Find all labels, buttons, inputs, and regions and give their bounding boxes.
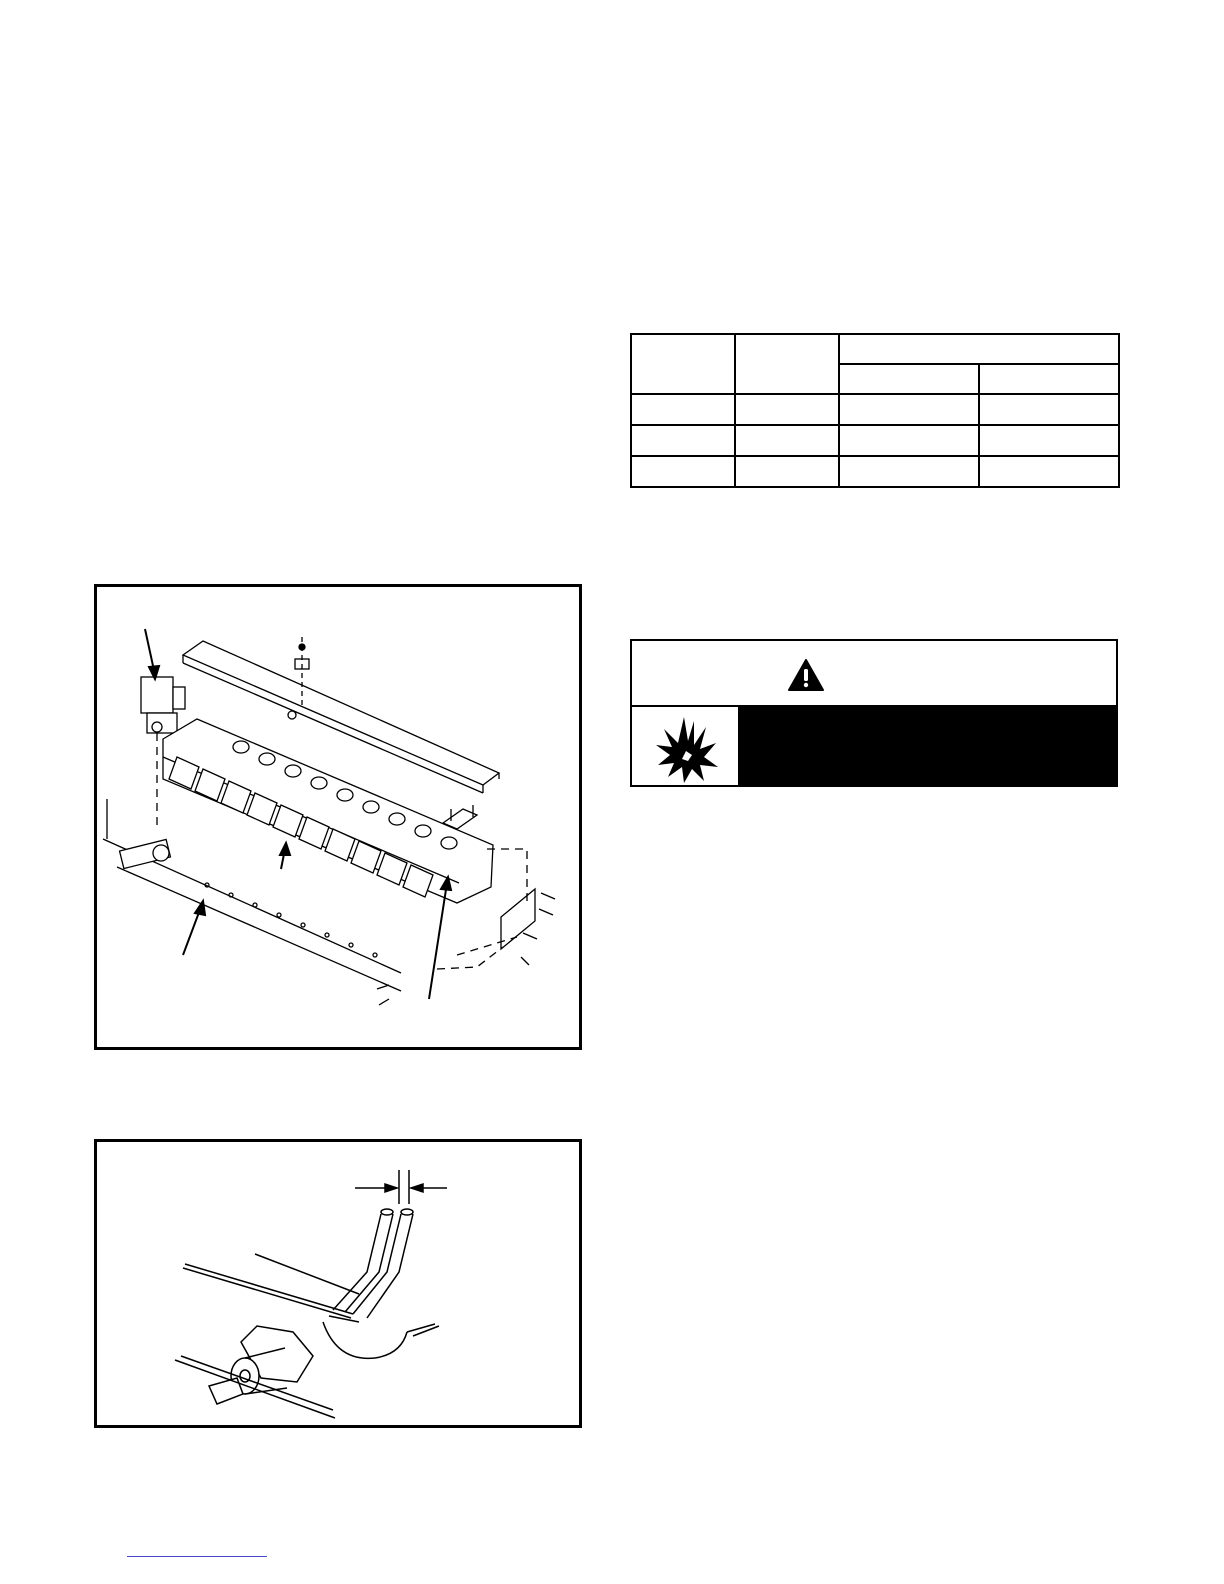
table-row xyxy=(631,425,1119,456)
table-cell xyxy=(839,425,979,456)
table-subheader-cell xyxy=(979,364,1119,394)
table-header-cell xyxy=(735,334,839,394)
table-row xyxy=(631,456,1119,487)
burner-tube xyxy=(183,1254,439,1358)
burner-assembly-figure xyxy=(94,584,582,1050)
warning-header xyxy=(632,641,1116,707)
warning-box xyxy=(630,639,1118,787)
warning-body xyxy=(740,707,1116,785)
table-cell xyxy=(979,394,1119,425)
sensor-rods xyxy=(333,1209,413,1318)
warning-triangle-icon xyxy=(787,658,825,692)
footer-rule xyxy=(127,1556,267,1557)
hazard-icon-cell xyxy=(632,707,740,785)
table-header-row xyxy=(631,334,1119,364)
table-cell xyxy=(631,394,735,425)
table-header-cell xyxy=(839,334,1119,364)
explosion-icon xyxy=(654,711,720,785)
table-cell xyxy=(979,456,1119,487)
side-bracket xyxy=(501,889,535,949)
table-cell xyxy=(631,425,735,456)
table-header-cell xyxy=(631,334,735,394)
table-cell xyxy=(735,425,839,456)
table-subheader-cell xyxy=(839,364,979,394)
table-cell xyxy=(735,456,839,487)
table-cell xyxy=(839,394,979,425)
table-cell xyxy=(839,456,979,487)
specification-table xyxy=(630,333,1120,488)
burner-box xyxy=(163,719,493,903)
flame-sensor-detail-figure xyxy=(94,1139,582,1428)
burner-assembly-illustration xyxy=(97,587,579,1047)
orifice-fitting xyxy=(175,1326,335,1418)
table-cell xyxy=(735,394,839,425)
flame-sensor-illustration xyxy=(97,1142,579,1425)
table-cell xyxy=(979,425,1119,456)
table-cell xyxy=(631,456,735,487)
table-row xyxy=(631,394,1119,425)
